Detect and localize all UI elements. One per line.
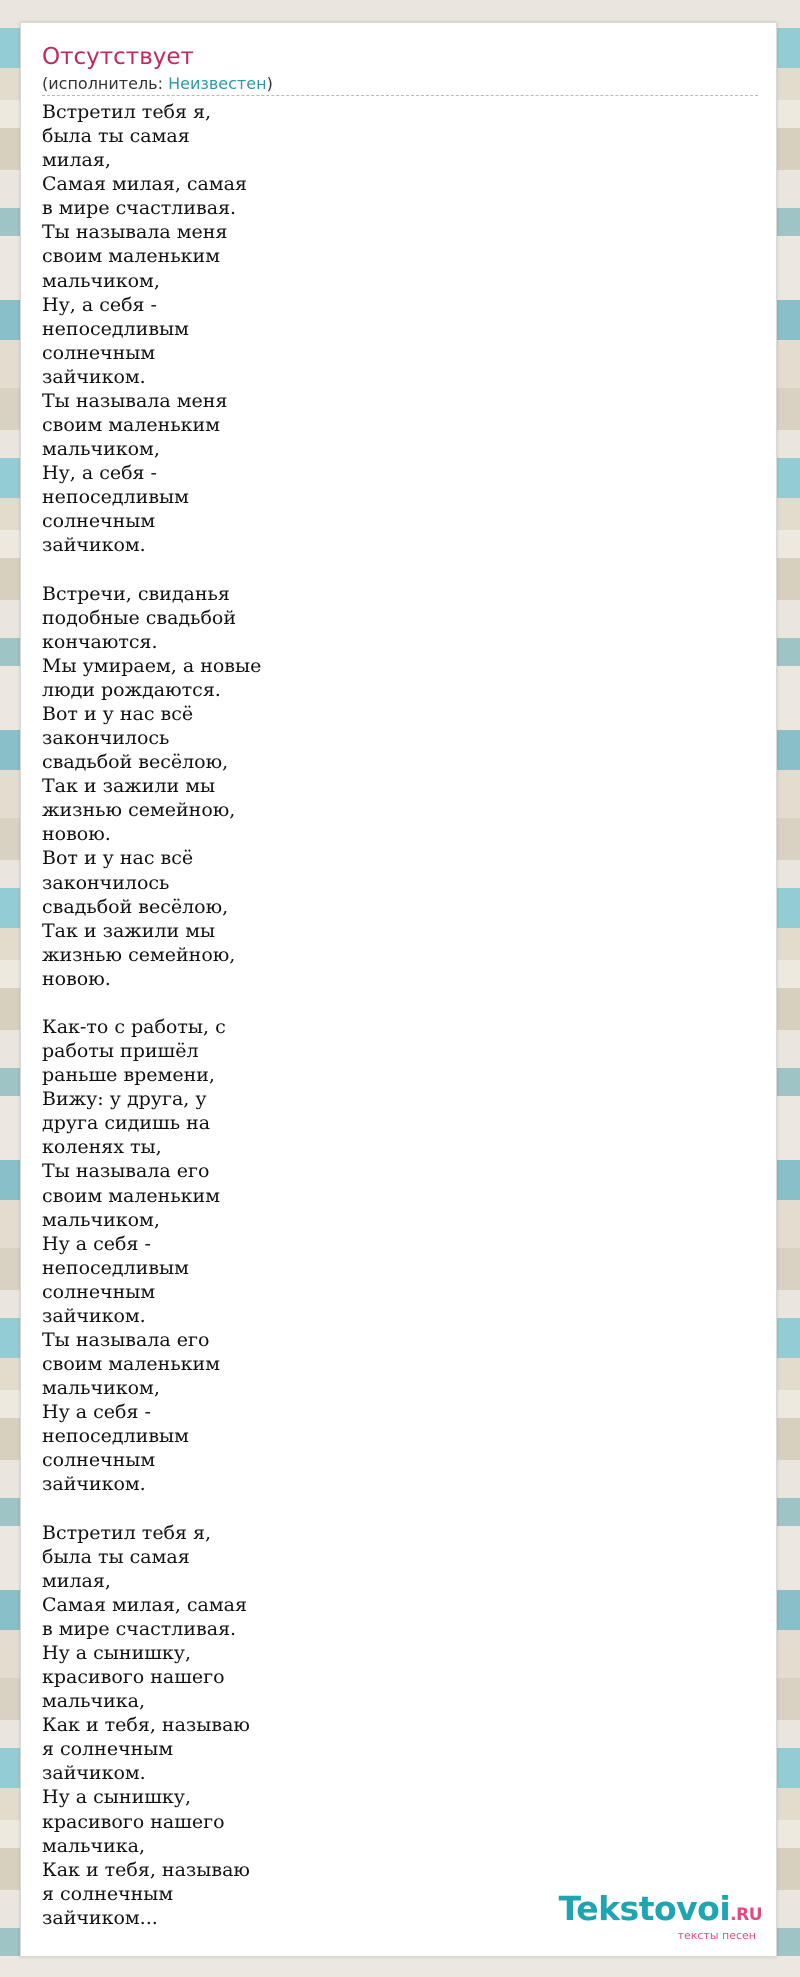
lyrics-text: Встретил тебя я, была ты самая милая, Самая милая, самая в мире счастливая. Ты называла меня своим маленьким мальчиком, Ну, а себя - непоседливым солнечным зайчиком. Ты называла меня своим маленьким мальчиком, Ну, а себя - непоседливым солнечным зайчиком. Встречи, свиданья подобные свадьбой кончаются. Мы умираем, а новые люди рождаются. Вот и у нас всё закончилось свадьбой весёлою, Так и зажили мы жизнью семейною, новою. Вот и у нас всё закончилось свадьбой весёлою, Так и зажили мы жизнью семейною, новою. Как-то с работы, с работы пришёл раньше времени, Вижу: у друга, у друга сидишь на коленях ты, Ты называла его своим маленьким мальчиком, Ну а себя - непоседливым солнечным зайчиком. Ты называла его своим маленьким мальчиком, Ну а себя - непоседливым солнечным зайчиком. Встретил тебя я, была ты самая милая, Самая милая, самая в мире счастливая. Ну а сынишку, красивого нашего мальчика, Как и тебя, называю я солнечным зайчиком. Ну а сынишку, красивого нашего мальчика, Как и тебя, называю я солнечным зайчиком...: [42, 101, 262, 1929]
artist-prefix: (исполнитель:: [42, 74, 169, 93]
logo-name: Tekstovoi: [558, 1889, 731, 1928]
lyrics-card: [20, 22, 777, 1957]
logo-tld: .RU: [730, 1905, 762, 1925]
song-title: Отсутствует: [42, 44, 194, 70]
logo-tagline: тексты песен: [677, 1929, 756, 1942]
artist-link[interactable]: Неизвестен: [168, 74, 267, 93]
title-divider: [42, 95, 758, 96]
site-logo[interactable]: [558, 1889, 762, 1942]
artist-line: [42, 73, 273, 95]
artist-suffix: ): [266, 74, 273, 93]
